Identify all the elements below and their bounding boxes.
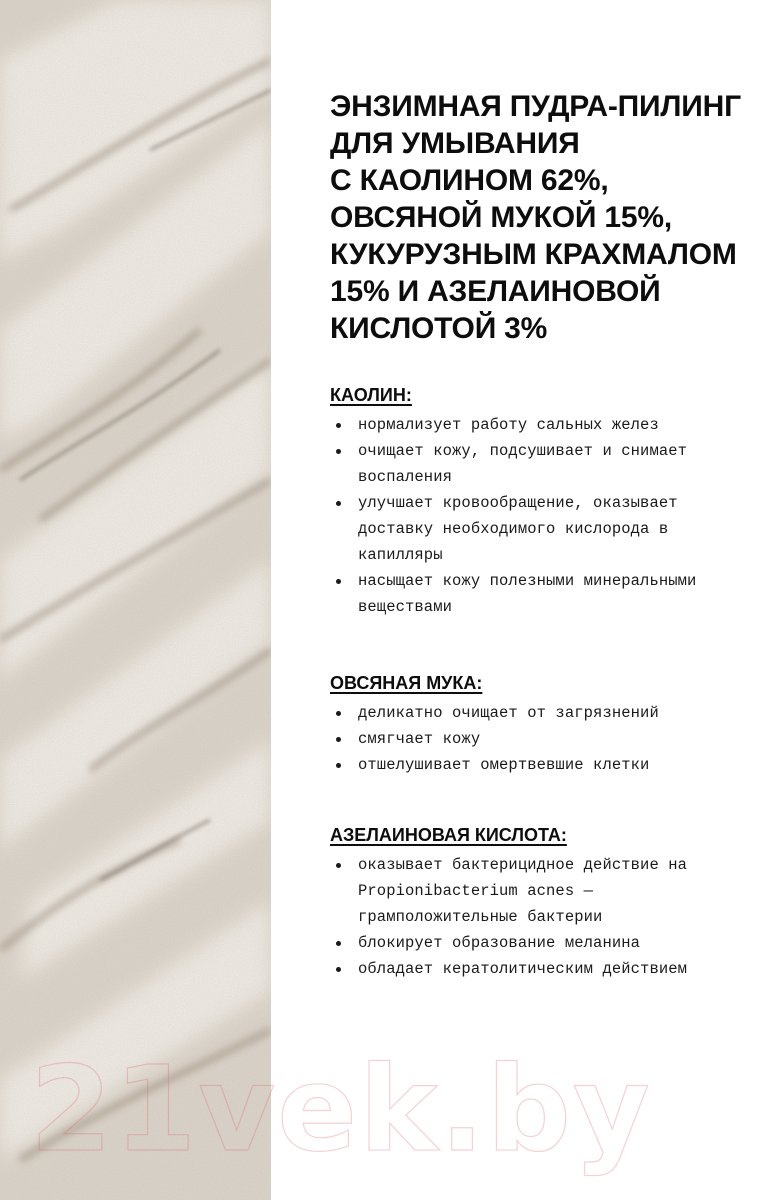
list-item [330, 930, 760, 956]
bullet-icon [336, 763, 341, 768]
list-item-text: отшелушивает омертвевшие клетки [358, 756, 650, 774]
section-heading: ОВСЯНАЯ МУКА: [330, 673, 483, 693]
bullet-list [330, 412, 760, 620]
section-oat-flour [330, 672, 760, 778]
list-item-text: смягчает кожу [358, 730, 481, 748]
powder-texture-image [0, 0, 271, 1200]
list-item-text: деликатно очищает от загрязнений [358, 704, 659, 722]
bullet-icon [336, 967, 341, 972]
list-item-text: оказывает бактерицидное действие на Propionibacterium acnes — грамположительные бактерии [358, 856, 688, 926]
bullet-list [330, 852, 760, 982]
section-azelaic-acid [330, 824, 760, 982]
bullet-icon [336, 711, 341, 716]
list-item [330, 568, 760, 620]
bullet-icon [336, 501, 341, 506]
bullet-icon [336, 737, 341, 742]
list-item-text: улучшает кровообращение, оказывает доставку необходимого кислорода в капилляры [358, 494, 678, 564]
list-item [330, 752, 760, 778]
bullet-icon [336, 941, 341, 946]
bullet-icon [336, 863, 341, 868]
list-item-text: обладает кератолитическим действием [358, 960, 688, 978]
bullet-icon [336, 579, 341, 584]
section-heading: КАОЛИН: [330, 385, 412, 405]
list-item-text: насыщает кожу полезными минеральными веществами [358, 572, 697, 616]
list-item-text: нормализует работу сальных желез [358, 416, 659, 434]
bullet-icon [336, 423, 341, 428]
product-title: ЭНЗИМНАЯ ПУДРА-ПИЛИНГ ДЛЯ УМЫВАНИЯ С КАОЛИНОМ 62%, ОВСЯНОЙ МУКОЙ 15%, КУКУРУЗНЫМ КРАХМАЛОМ 15% И АЗЕЛАИНОВОЙ КИСЛОТОЙ 3% [330, 90, 741, 345]
bullet-icon [336, 449, 341, 454]
list-item [330, 956, 760, 982]
list-item-text: очищает кожу, подсушивает и снимает воспаления [358, 442, 688, 486]
list-item [330, 412, 760, 438]
watermark-logo: 21vek.by [30, 1040, 652, 1178]
section-heading: АЗЕЛАИНОВАЯ КИСЛОТА: [330, 825, 567, 845]
list-item [330, 700, 760, 726]
bullet-list [330, 700, 760, 778]
section-kaolin [330, 384, 760, 620]
list-item [330, 852, 760, 930]
text-content [330, 88, 760, 978]
list-item [330, 726, 760, 752]
list-item [330, 490, 760, 568]
list-item-text: блокирует образование меланина [358, 934, 641, 952]
list-item [330, 438, 760, 490]
